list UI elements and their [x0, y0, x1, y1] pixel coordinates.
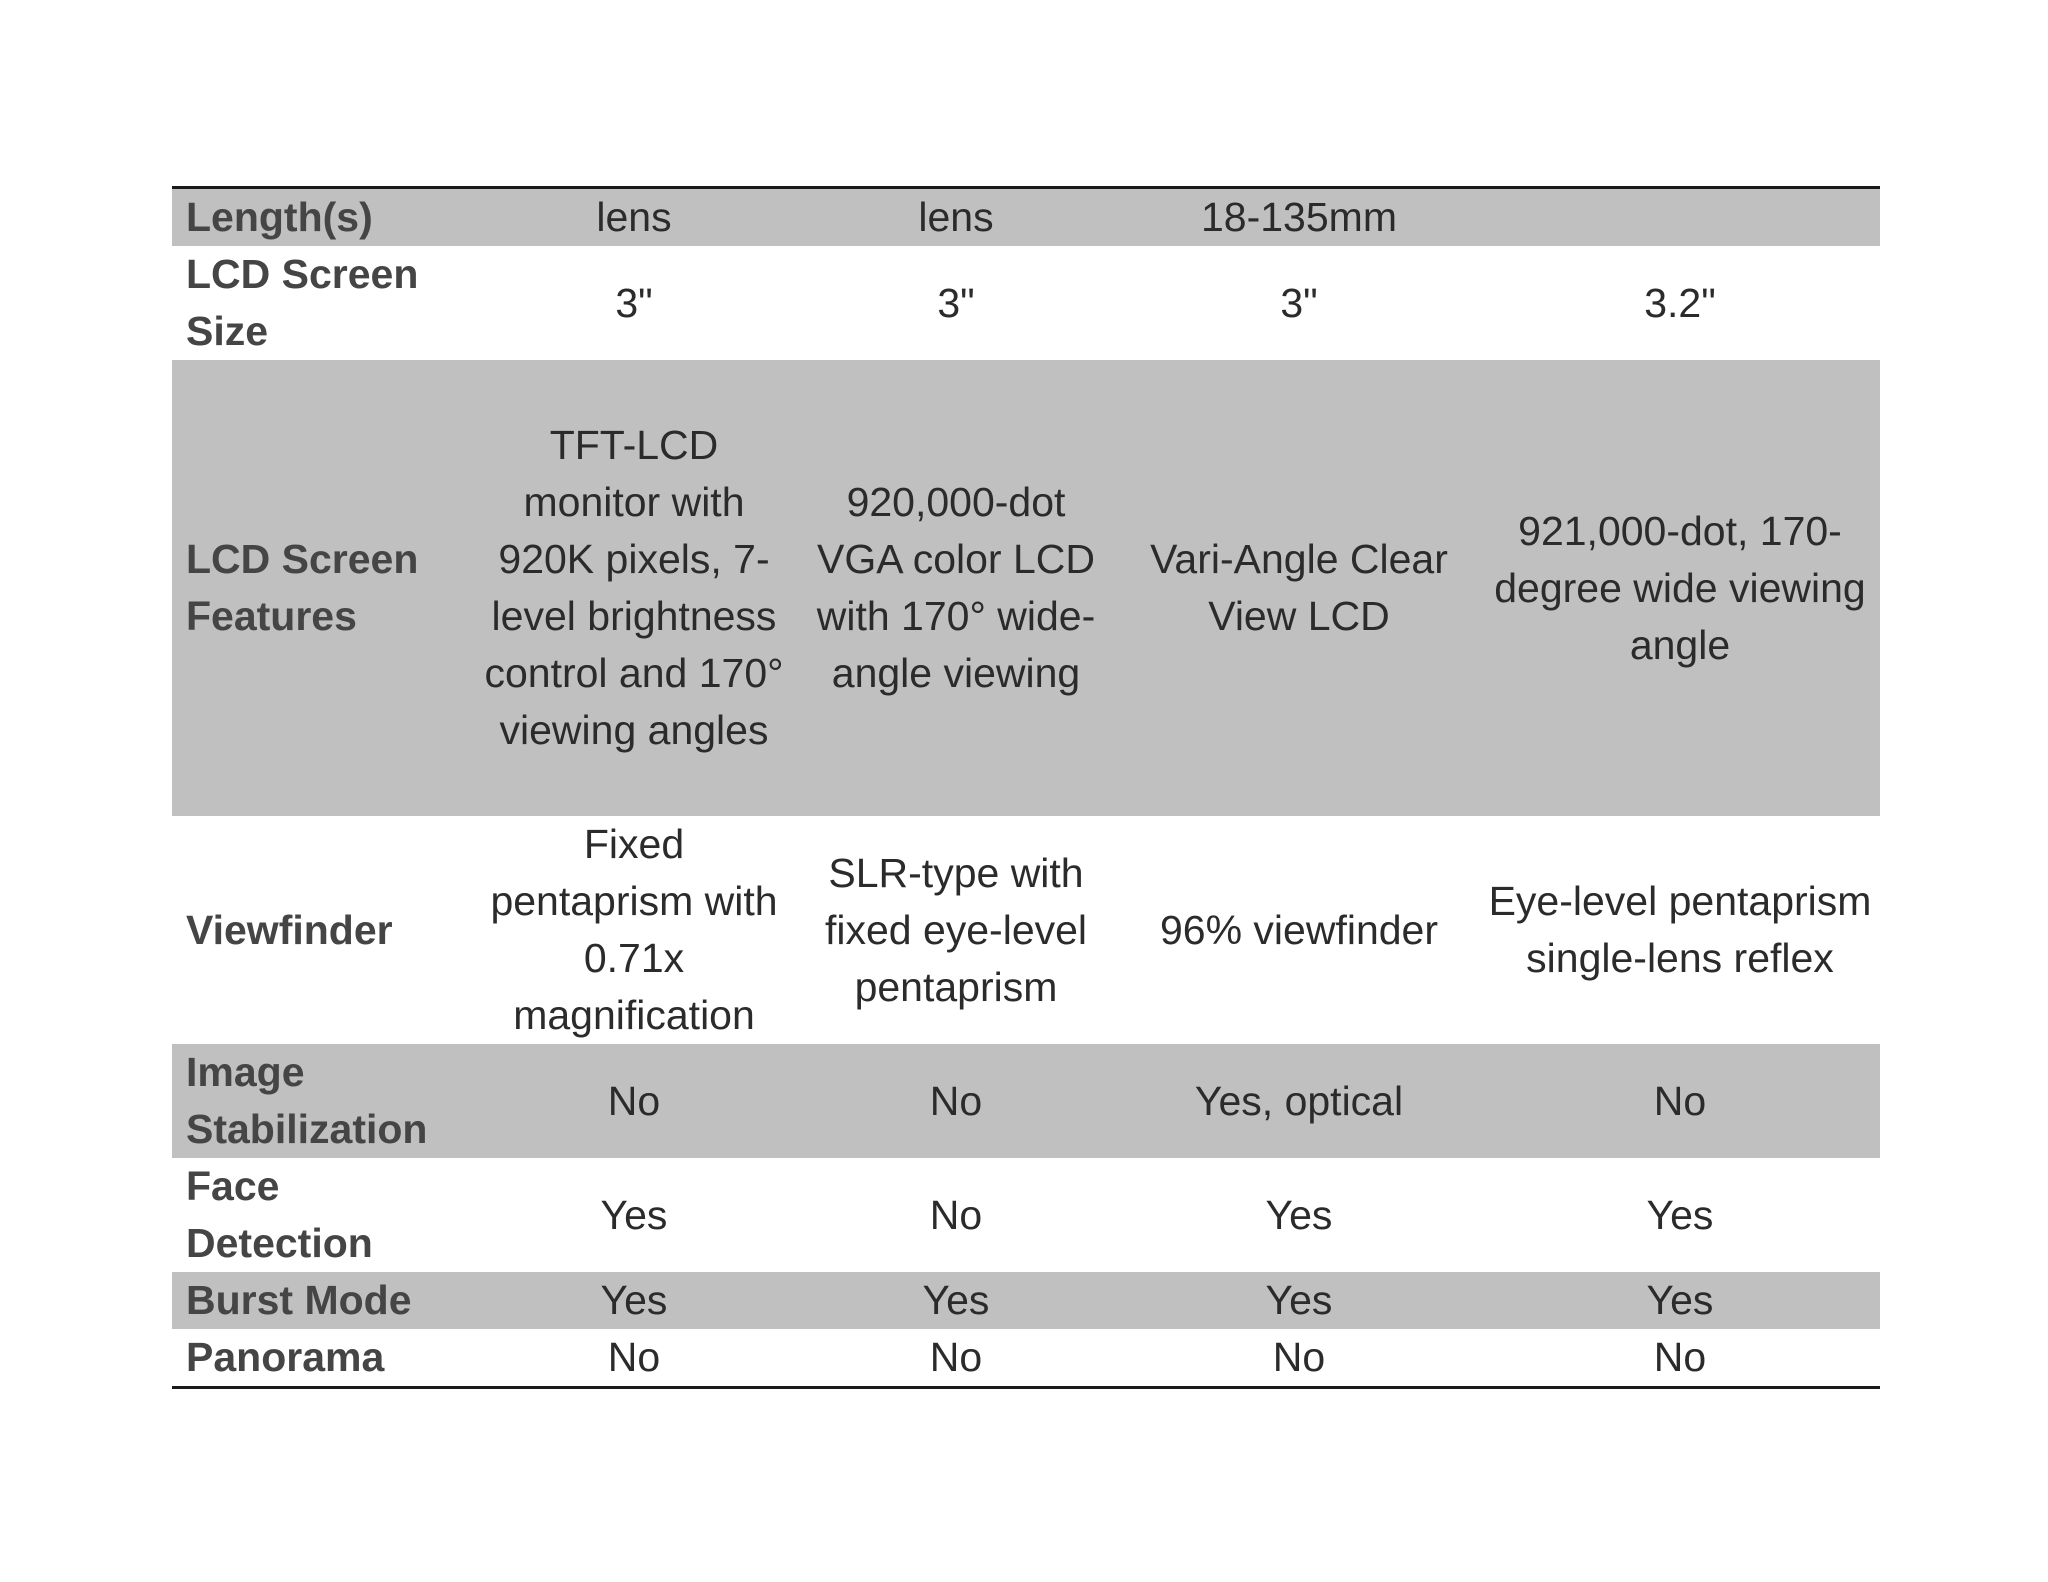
row-label: LCD Screen Size [172, 246, 474, 360]
table-row-lcd-screen-size [172, 246, 1880, 360]
table-cell: 3" [474, 246, 794, 360]
table-cell: 18-135mm [1118, 188, 1480, 247]
table-cell: No [474, 1329, 794, 1388]
table-cell: No [794, 1044, 1118, 1158]
table-row-viewfinder [172, 816, 1880, 1044]
table-cell [1480, 188, 1880, 247]
row-label: Panorama [172, 1329, 474, 1388]
table-cell: Yes, optical [1118, 1044, 1480, 1158]
comparison-table-container [172, 186, 1880, 1389]
table-cell: 3" [794, 246, 1118, 360]
table-cell: No [794, 1158, 1118, 1272]
table-cell: 96% viewfinder [1118, 816, 1480, 1044]
table-cell: Yes [794, 1272, 1118, 1329]
row-label: LCD Screen Features [172, 360, 474, 816]
row-label: Image Stabilization [172, 1044, 474, 1158]
row-label: Viewfinder [172, 816, 474, 1044]
row-label: Face Detection [172, 1158, 474, 1272]
camera-comparison-table [172, 186, 1880, 1389]
table-row-image-stabilization [172, 1044, 1880, 1158]
table-cell: Yes [1480, 1158, 1880, 1272]
table-cell: Yes [1118, 1272, 1480, 1329]
table-cell: lens [474, 188, 794, 247]
table-cell: Yes [1118, 1158, 1480, 1272]
table-cell: Vari-Angle Clear View LCD [1118, 360, 1480, 816]
table-cell: Yes [474, 1158, 794, 1272]
table-cell: 920,000-dot VGA color LCD with 170° wide-angle viewing [794, 360, 1118, 816]
table-cell: 3.2" [1480, 246, 1880, 360]
table-cell: lens [794, 188, 1118, 247]
table-cell: TFT-LCD monitor with 920K pixels, 7-level brightness control and 170° viewing angles [474, 360, 794, 816]
table-cell: No [1118, 1329, 1480, 1388]
table-cell: Yes [474, 1272, 794, 1329]
table-cell: 3" [1118, 246, 1480, 360]
table-row-lcd-screen-features [172, 360, 1880, 816]
table-cell: No [1480, 1329, 1880, 1388]
row-label: Burst Mode [172, 1272, 474, 1329]
table-row-lengths [172, 188, 1880, 247]
table-cell: 921,000-dot, 170-degree wide viewing angle [1480, 360, 1880, 816]
table-row-burst-mode [172, 1272, 1880, 1329]
table-cell: No [794, 1329, 1118, 1388]
table-cell: No [1480, 1044, 1880, 1158]
table-row-face-detection [172, 1158, 1880, 1272]
table-cell: Fixed pentaprism with 0.71x magnification [474, 816, 794, 1044]
row-label: Length(s) [172, 188, 474, 247]
table-row-panorama [172, 1329, 1880, 1388]
table-cell: No [474, 1044, 794, 1158]
table-cell: SLR-type with fixed eye-level pentaprism [794, 816, 1118, 1044]
table-cell: Eye-level pentaprism single-lens reflex [1480, 816, 1880, 1044]
table-cell: Yes [1480, 1272, 1880, 1329]
